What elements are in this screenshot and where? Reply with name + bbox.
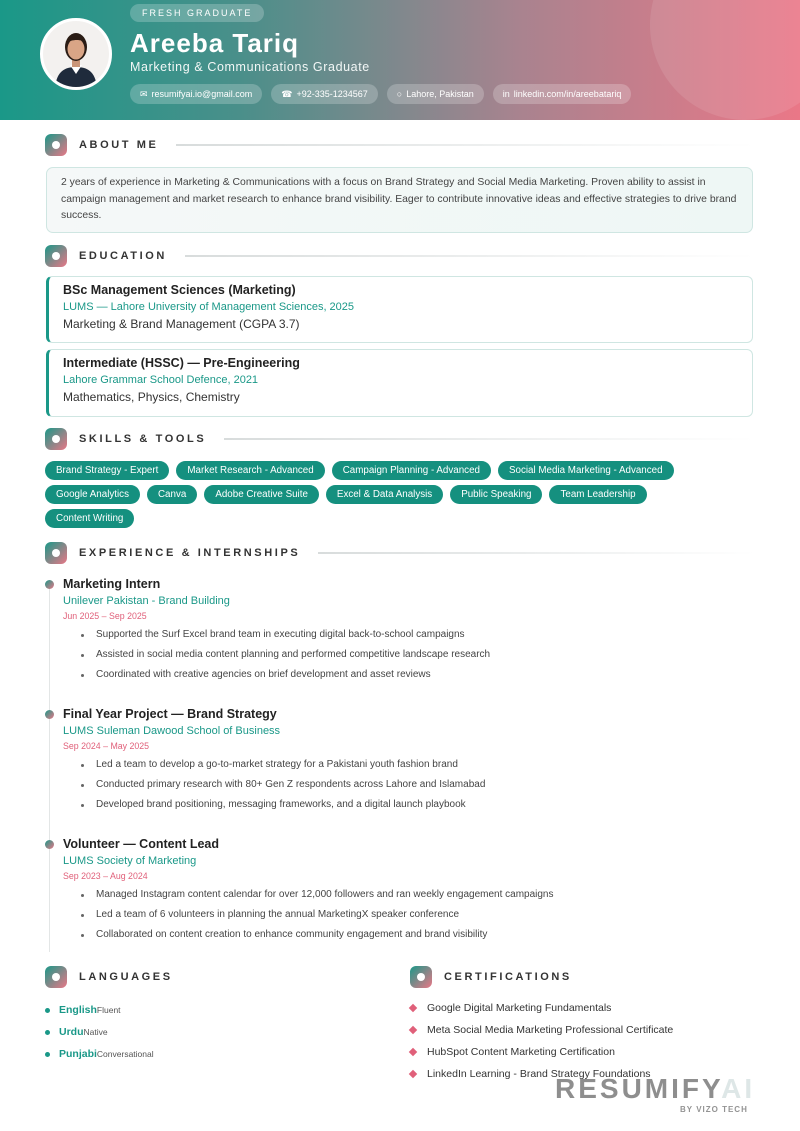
job-dates: Sep 2024 – May 2025: [63, 741, 150, 751]
section-icon: [410, 966, 432, 988]
experience-item: [45, 707, 745, 815]
institution: LUMS — Lahore University of Management Sciences, 2025: [63, 301, 355, 313]
certifications-list: [410, 997, 673, 1085]
job-bullet: Supported the Surf Excel brand team in executing digital back-to-school campaigns: [79, 625, 745, 645]
skill-pill: Team Leadership: [549, 485, 646, 504]
language-item: [45, 999, 154, 1021]
certification-item: LinkedIn Learning - Brand Strategy Foundations: [410, 1063, 673, 1085]
job-bullets: [79, 885, 745, 945]
job-title: Marketing Intern: [63, 577, 161, 591]
language-level: Fluent: [96, 1005, 121, 1015]
avatar: [40, 18, 112, 90]
candidate-name: Areeba Tariq: [130, 28, 300, 58]
decorative-circle: [650, 0, 800, 120]
job-dates: Sep 2023 – Aug 2024: [63, 871, 148, 881]
language-level: Native: [83, 1027, 108, 1037]
job-organization: Unilever Pakistan - Brand Building: [63, 595, 230, 607]
skills-list: [45, 461, 755, 533]
section-divider: [176, 144, 755, 146]
section-title: EXPERIENCE & INTERNSHIPS: [79, 547, 301, 559]
language-level: Conversational: [96, 1049, 154, 1059]
diamond-bullet-icon: [409, 1048, 417, 1056]
certification-item: Meta Social Media Marketing Professional Certificate: [410, 1019, 673, 1041]
degree-detail: Marketing & Brand Management (CGPA 3.7): [63, 317, 300, 331]
about-text: 2 years of experience in Marketing & Communications with a focus on Brand Strategy and Social Media Marketing. Proven ability to assist in campaign management and market research to enhance brand visibility. Eager to contribute innovative ideas and effective strategies to drive brand success.: [46, 167, 753, 233]
timeline-dot: [45, 580, 54, 589]
skill-pill: Excel & Data Analysis: [326, 485, 443, 504]
timeline-dot: [45, 710, 54, 719]
diamond-bullet-icon: [409, 1070, 417, 1078]
section-divider: [185, 255, 755, 257]
skill-pill: Campaign Planning - Advanced: [332, 461, 491, 480]
section-icon: [45, 245, 67, 267]
section-icon: [45, 966, 67, 988]
phone-icon: ☎: [281, 89, 293, 99]
section-icon: [45, 134, 67, 156]
language-name: Punjabi: [59, 1048, 97, 1060]
institution: Lahore Grammar School Defence, 2021: [63, 374, 259, 386]
job-bullets: [79, 755, 745, 815]
skill-pill: Social Media Marketing - Advanced: [498, 461, 674, 480]
experience-item: [45, 577, 745, 685]
resumify-watermark: [555, 1073, 756, 1114]
job-organization: LUMS Society of Marketing: [63, 855, 197, 867]
section-icon: [45, 542, 67, 564]
contact-bar: [130, 84, 631, 104]
job-dates: Jun 2025 – Sep 2025: [63, 611, 147, 621]
job-title: Volunteer — Content Lead: [63, 837, 220, 851]
diamond-bullet-icon: [409, 1026, 417, 1034]
languages-list: [45, 999, 154, 1065]
section-title: EDUCATION: [79, 250, 167, 262]
candidate-role: Marketing & Communications Graduate: [130, 60, 370, 74]
linkedin-icon: in: [502, 89, 510, 99]
language-name: Urdu: [59, 1026, 84, 1038]
job-bullets: [79, 625, 745, 685]
skill-pill: Content Writing: [45, 509, 134, 528]
job-bullet: Managed Instagram content calendar for over 12,000 followers and ran weekly engagement campaigns: [79, 885, 745, 905]
degree-detail: Mathematics, Physics, Chemistry: [63, 390, 240, 404]
language-item: [45, 1021, 154, 1043]
section-title: LANGUAGES: [79, 971, 173, 983]
degree-title: Intermediate (HSSC) — Pre-Engineering: [63, 356, 300, 370]
section-icon: [45, 428, 67, 450]
contact-phone[interactable]: ☎ +92-335-1234567: [271, 84, 378, 104]
experience-section-header: [45, 542, 755, 564]
resume-header: [0, 0, 800, 120]
education-card: [46, 276, 753, 343]
skill-pill: Public Speaking: [450, 485, 542, 504]
skill-pill: Adobe Creative Suite: [204, 485, 319, 504]
section-divider: [318, 552, 755, 554]
job-bullet: Led a team of 6 volunteers in planning the annual MarketingX speaker conference: [79, 905, 745, 925]
language-item: [45, 1043, 154, 1065]
education-card: [46, 349, 753, 417]
fresh-graduate-badge: FRESH GRADUATE: [130, 4, 264, 22]
job-bullet: Collaborated on content creation to enhance community engagement and brand visibility: [79, 925, 745, 945]
skill-pill: Brand Strategy - Expert: [45, 461, 169, 480]
contact-email[interactable]: ✉ resumifyai.io@gmail.com: [130, 84, 262, 104]
job-bullet: Coordinated with creative agencies on brief development and asset reviews: [79, 665, 745, 685]
job-bullet: Led a team to develop a go-to-market strategy for a Pakistani youth fashion brand: [79, 755, 745, 775]
section-divider: [224, 438, 755, 440]
education-section-header: [45, 245, 755, 267]
certifications-section-header: [410, 966, 750, 988]
job-bullet: Developed brand positioning, messaging frameworks, and a digital launch playbook: [79, 795, 745, 815]
languages-section-header: [45, 966, 365, 988]
watermark-brand: RESUMIFYAI: [555, 1073, 756, 1104]
skills-section-header: [45, 428, 755, 450]
section-title: ABOUT ME: [79, 139, 159, 151]
timeline-dot: [45, 840, 54, 849]
certification-item: HubSpot Content Marketing Certification: [410, 1041, 673, 1063]
location-icon: ○: [396, 89, 403, 99]
job-bullet: Assisted in social media content planning and performed competitive landscape research: [79, 645, 745, 665]
skill-pill: Market Research - Advanced: [176, 461, 324, 480]
experience-item: [45, 837, 745, 945]
job-bullet: Conducted primary research with 80+ Gen Z respondents across Lahore and Islamabad: [79, 775, 745, 795]
about-section-header: [45, 134, 755, 156]
diamond-bullet-icon: [409, 1004, 417, 1012]
job-title: Final Year Project — Brand Strategy: [63, 707, 277, 721]
section-title: CERTIFICATIONS: [444, 971, 572, 983]
language-name: English: [59, 1004, 97, 1016]
certification-item: Google Digital Marketing Fundamentals: [410, 997, 673, 1019]
profile-photo-icon: [43, 21, 109, 87]
watermark-sub: BY VIZO TECH: [680, 1105, 748, 1114]
email-icon: ✉: [140, 89, 148, 99]
contact-linkedin[interactable]: in linkedin.com/in/areebatariq: [493, 84, 632, 104]
contact-location: ○ Lahore, Pakistan: [387, 84, 484, 104]
degree-title: BSc Management Sciences (Marketing): [63, 283, 296, 297]
section-title: SKILLS & TOOLS: [79, 433, 207, 445]
skill-pill: Canva: [147, 485, 197, 504]
skill-pill: Google Analytics: [45, 485, 140, 504]
job-organization: LUMS Suleman Dawood School of Business: [63, 725, 281, 737]
